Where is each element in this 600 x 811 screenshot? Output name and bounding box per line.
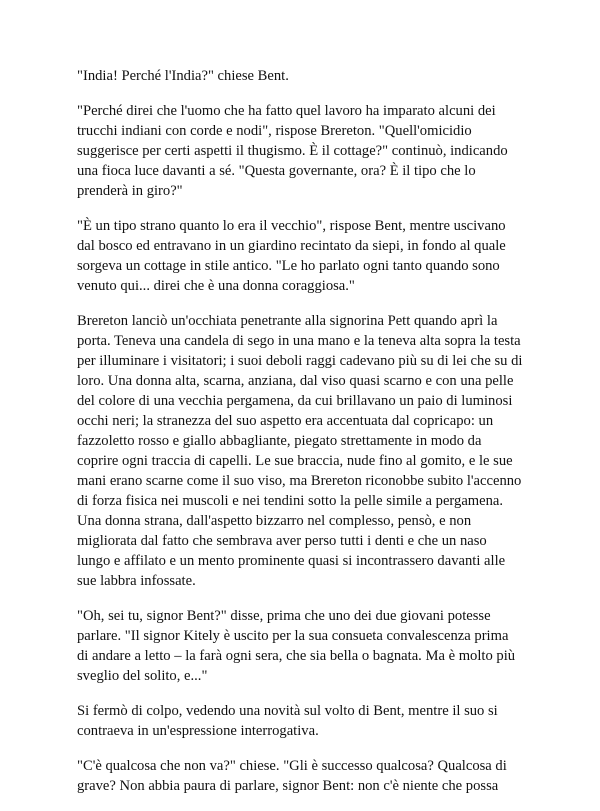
text-line: "Perché direi che l'uomo che ha fatto quel lavoro ha imparato alcuni dei bbox=[77, 103, 496, 119]
text-line: venuto qui... direi che è una donna coraggiosa." bbox=[77, 278, 355, 294]
text-line: una fioca luce davanti a sé. "Questa governante, ora? È il tipo che lo bbox=[77, 163, 476, 179]
text-line: Si fermò di colpo, vedendo una novità sul volto di Bent, mentre il suo si bbox=[77, 703, 498, 719]
text-line: "India! Perché l'India?" chiese Bent. bbox=[77, 68, 289, 84]
paragraph bbox=[77, 701, 537, 741]
paragraph bbox=[77, 101, 537, 201]
text-line: Una donna strana, dall'aspetto bizzarro nel complesso, pensò, e non bbox=[77, 513, 472, 529]
text-line: contraeva in un'espressione interrogativa. bbox=[77, 723, 319, 739]
text-line: sorgeva un cottage in stile antico. "Le ho parlato ogni tanto quando sono bbox=[77, 258, 500, 274]
text-line: fazzoletto rosso e giallo abbagliante, piegato strettamente in modo da bbox=[77, 433, 482, 449]
text-line: coprire ogni traccia di capelli. Le sue braccia, nude fino al gomito, e le sue bbox=[77, 453, 513, 469]
text-line: di andare a letto – la farà ogni sera, che sia bella o bagnata. Ma è molto più bbox=[77, 648, 516, 664]
text-line: grave? Non abbia paura di parlare, signor Bent: non c'è niente che possa bbox=[77, 778, 499, 794]
text-line: sveglio del solito, e..." bbox=[77, 668, 208, 684]
text-line: porta. Teneva una candela di sego in una mano e la teneva alta sopra la testa bbox=[77, 333, 521, 349]
text-line: per illuminare i visitatori; i suoi deboli raggi cadevano più su di lei che su di bbox=[77, 353, 523, 369]
paragraph bbox=[77, 66, 537, 86]
text-line: mani erano scarne come il suo viso, ma Brereton riconobbe subito l'accenno bbox=[77, 473, 522, 489]
body-text bbox=[77, 66, 537, 811]
text-line: migliorata dal fatto che sembrava aver perso tutti i denti e che un naso bbox=[77, 533, 487, 549]
paragraph bbox=[77, 216, 537, 296]
text-line: loro. Una donna alta, scarna, anziana, dal viso quasi scarno e con una pelle bbox=[77, 373, 514, 389]
text-line: parlare. "Il signor Kitely è uscito per la sua consueta convalescenza prima bbox=[77, 628, 509, 644]
text-line: di forza fisica nei muscoli e nei tendini sotto la pelle simile a pergamena. bbox=[77, 493, 504, 509]
text-line: lungo e affilato e un mento prominente quasi si incontrassero davanti alle bbox=[77, 553, 506, 569]
text-line: sue labbra infossate. bbox=[77, 573, 196, 589]
paragraph bbox=[77, 756, 537, 796]
text-line: suggerisce per certi aspetti il thugismo. È il cottage?" continuò, indicando bbox=[77, 143, 508, 159]
text-line: occhi neri; la stranezza del suo aspetto era accentuata dal copricapo: un bbox=[77, 413, 494, 429]
paragraph bbox=[77, 606, 537, 686]
text-line: "Oh, sei tu, signor Bent?" disse, prima che uno dei due giovani potesse bbox=[77, 608, 491, 624]
text-line: trucchi indiani con corde e nodi", rispose Brereton. "Quell'omicidio bbox=[77, 123, 472, 139]
text-line: prenderà in giro?" bbox=[77, 183, 183, 199]
text-line: dal bosco ed entravano in un giardino recintato da siepi, in fondo al quale bbox=[77, 238, 506, 254]
text-line: "C'è qualcosa che non va?" chiese. "Gli è successo qualcosa? Qualcosa di bbox=[77, 758, 507, 774]
text-line: "È un tipo strano quanto lo era il vecchio", rispose Bent, mentre uscivano bbox=[77, 218, 506, 234]
text-line: Brereton lanciò un'occhiata penetrante alla signorina Pett quando aprì la bbox=[77, 313, 498, 329]
paragraph bbox=[77, 311, 537, 591]
text-line: del colore di una vecchia pergamena, da cui brillavano un paio di luminosi bbox=[77, 393, 513, 409]
